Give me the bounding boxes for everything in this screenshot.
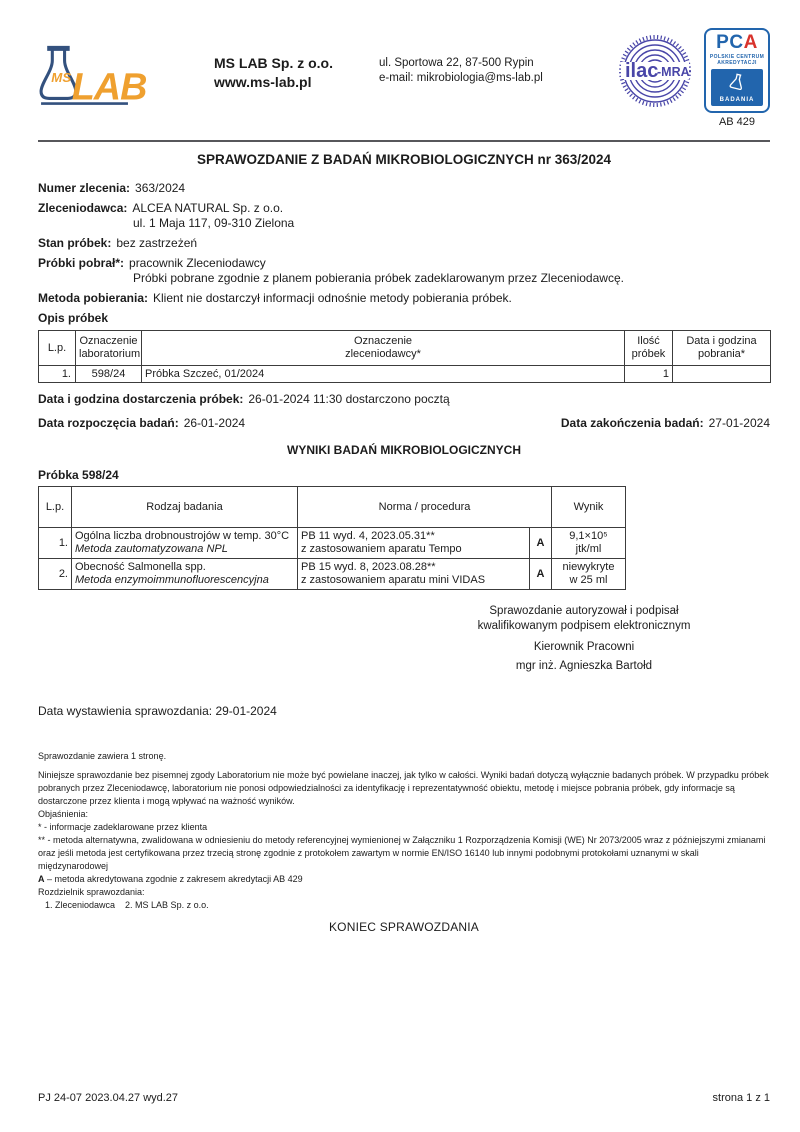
field-order-number bbox=[38, 181, 770, 196]
pca-badge bbox=[711, 69, 763, 106]
col-lab-code: Oznaczenie laboratorium bbox=[76, 331, 142, 366]
col-sampling-datetime: Data i godzina pobrania* bbox=[673, 331, 771, 366]
ilac-mra-logo bbox=[618, 34, 692, 108]
pca-logo bbox=[704, 28, 770, 128]
distribution-label: Rozdzielnik sprawozdania: bbox=[38, 887, 145, 897]
client-address: ul. 1 Maja 117, 09-310 Zielona bbox=[133, 216, 295, 230]
pca-accreditation-number: AB 429 bbox=[718, 116, 756, 128]
pages-note: Sprawozdanie zawiera 1 stronę. bbox=[38, 751, 167, 761]
cell-sampling-datetime bbox=[673, 366, 771, 383]
company-name: MS LAB Sp. z o.o. bbox=[214, 55, 333, 71]
cell-lp: 1. bbox=[39, 366, 76, 383]
field-value: bez zastrzeżeń bbox=[116, 236, 198, 250]
field-sampling-method bbox=[38, 291, 770, 306]
report-title: SPRAWOZDANIE Z BADAŃ MIKROBIOLOGICZNYCH nr 363/2024 bbox=[196, 152, 612, 167]
field-value: Klient nie dostarczył informacji odnośnie metody pobierania próbek. bbox=[153, 291, 512, 305]
results-heading: WYNIKI BADAŃ MIKROBIOLOGICZNYCH bbox=[287, 443, 521, 457]
explanations-label: Objaśnienia: bbox=[38, 809, 89, 819]
email-line: e-mail: mikrobiologia@ms-lab.pl bbox=[379, 72, 543, 84]
results-table bbox=[38, 486, 626, 590]
test-dates-line bbox=[38, 416, 770, 431]
note-star: * - informacje zadeklarowane przez klienta bbox=[38, 822, 208, 832]
disclaimer-note: Niniejsze sprawozdanie bez pisemnej zgody Laboratorium nie może być powielane inaczej, jak tylko w całości. Wyniki badań dotyczą wyłącznie badanych próbek. W przypadku próbek pobranych przez Zleceniodawcę, laboratorium nie ponosi odpowiedzialności za identyfikację i reprezentatywność obiektu, metodę i miejsce pobrania próbek, gdy informacje są dostarczone przez klienta i mogą wpływać na ważność wyników. bbox=[38, 770, 769, 806]
start-date: Data rozpoczęcia badań: 26-01-2024 bbox=[38, 416, 246, 430]
cell-accreditation-flag: A bbox=[530, 528, 552, 559]
cell-lp: 1. bbox=[39, 528, 72, 559]
field-label: Próbki pobrał*: bbox=[38, 256, 125, 270]
address-line: ul. Sportowa 22, 87-500 Rypin bbox=[379, 57, 534, 69]
samples-table-row bbox=[39, 366, 771, 383]
signature-role: Kierownik Pracowni bbox=[533, 641, 635, 653]
issue-date-line bbox=[38, 704, 770, 718]
field-label: Stan próbek: bbox=[38, 236, 112, 250]
logo-ms-text: MS bbox=[51, 70, 72, 86]
header bbox=[38, 28, 770, 128]
col-lp: L.p. bbox=[39, 331, 76, 366]
cell-norm: PB 11 wyd. 4, 2023.05.31** z zastosowaniem aparatu Tempo bbox=[298, 528, 530, 559]
ilac-text: ilac bbox=[625, 60, 659, 82]
field-label: Data i godzina dostarczenia próbek: bbox=[38, 392, 244, 406]
cell-result: niewykryte w 25 ml bbox=[552, 559, 626, 590]
signature-line1: Sprawozdanie autoryzował i podpisał bbox=[489, 605, 679, 617]
company-website: www.ms-lab.pl bbox=[214, 74, 312, 90]
address-block bbox=[379, 56, 543, 86]
field-label: Numer zlecenia: bbox=[38, 181, 131, 195]
field-label: Metoda pobierania: bbox=[38, 291, 149, 305]
field-client bbox=[38, 201, 770, 231]
cell-test-type: Ogólna liczba drobnoustrojów w temp. 30°C Metoda zautomatyzowana NPL bbox=[72, 528, 298, 559]
cell-lp: 2. bbox=[39, 559, 72, 590]
samples-table bbox=[38, 330, 771, 383]
field-value: 26-01-2024 11:30 dostarczono pocztą bbox=[248, 392, 450, 406]
cell-test-type: Obecność Salmonella spp. Metoda enzymoimmunofluorescencyjna bbox=[72, 559, 298, 590]
cell-client-code: Próbka Szczeć, 01/2024 bbox=[142, 366, 625, 383]
col-client-code: Oznaczenie zleceniodawcy* bbox=[142, 331, 625, 366]
col-lp: L.p. bbox=[39, 487, 72, 528]
issue-date-label: Data wystawienia sprawozdania: bbox=[38, 704, 213, 718]
pca-title: PCA bbox=[716, 32, 758, 53]
company-block bbox=[214, 54, 333, 92]
field-value: ALCEA NATURAL Sp. z o.o. bbox=[132, 201, 284, 215]
samples-description-heading: Opis próbek bbox=[38, 311, 109, 325]
logo-lab-text: LAB bbox=[71, 66, 147, 109]
col-result: Wynik bbox=[552, 487, 626, 528]
page-footer bbox=[38, 1092, 770, 1104]
distribution-value: 1. Zleceniodawca 2. MS LAB Sp. z o.o. bbox=[45, 900, 209, 910]
field-value: pracownik Zleceniodawcy bbox=[129, 256, 266, 270]
footer-document-code: PJ 24-07 2023.04.27 wyd.27 bbox=[38, 1092, 179, 1104]
cell-norm: PB 15 wyd. 8, 2023.08.28** z zastosowaniem aparatu mini VIDAS bbox=[298, 559, 530, 590]
cell-lab-code: 598/24 bbox=[76, 366, 142, 383]
field-collector bbox=[38, 256, 770, 286]
pca-flask-icon bbox=[727, 72, 747, 92]
flask-logo-icon bbox=[38, 44, 176, 110]
report-fields bbox=[38, 181, 770, 326]
signature-block bbox=[398, 604, 770, 674]
note-double-star: ** - metoda alternatywna, zwalidowana w odniesieniu do metody referencyjnej wymienionej w Załączniku 1 Rozporządzenia Komisji (WE) Nr 2073/2005 wraz z późniejszymi zmianami oraz jeśli metoda jest certyfikowana przez trzecią stronę zgodnie z protokołem zawartym w normie EN/ISO 16140 lub innymi podobnymi protokołami uznanymi w skali międzynarodowej bbox=[38, 835, 766, 871]
ms-lab-logo bbox=[38, 44, 178, 115]
field-sample-state bbox=[38, 236, 770, 251]
col-count: Ilość próbek bbox=[625, 331, 673, 366]
results-table-row bbox=[39, 528, 626, 559]
header-divider bbox=[38, 140, 770, 142]
pca-subtitle: POLSKIE CENTRUM AKREDYTACJI bbox=[709, 54, 765, 66]
mra-text: -MRA bbox=[657, 65, 690, 79]
note-accreditation: A – metoda akredytowana zgodnie z zakresem akredytacji AB 429 bbox=[38, 874, 303, 884]
field-label: Zleceniodawca: bbox=[38, 201, 128, 215]
collector-note: Próbki pobrane zgodnie z planem pobierania próbek zadeklarowanym przez Zleceniodawcę. bbox=[133, 271, 624, 285]
end-date: Data zakończenia badań: 27-01-2024 bbox=[560, 416, 770, 430]
footer-page-number: strona 1 z 1 bbox=[712, 1092, 770, 1104]
results-table-row bbox=[39, 559, 626, 590]
results-table-header bbox=[39, 487, 626, 528]
field-value: 363/2024 bbox=[135, 181, 186, 195]
sample-heading: Próbka 598/24 bbox=[38, 468, 119, 482]
cell-result: 9,1×10⁵ jtk/ml bbox=[552, 528, 626, 559]
issue-date-value: 29-01-2024 bbox=[215, 704, 277, 718]
signature-name: mgr inż. Agnieszka Bartołd bbox=[515, 660, 653, 672]
footnotes bbox=[38, 750, 770, 934]
signature-line2: kwalifikowanym podpisem elektronicznym bbox=[477, 620, 691, 632]
cell-count: 1 bbox=[625, 366, 673, 383]
pca-box bbox=[704, 28, 770, 113]
end-of-report: KONIEC SPRAWOZDANIA bbox=[328, 920, 480, 934]
cell-accreditation-flag: A bbox=[530, 559, 552, 590]
delivery-line bbox=[38, 392, 770, 407]
col-test-type: Rodzaj badania bbox=[72, 487, 298, 528]
col-norm: Norma / procedura bbox=[298, 487, 552, 528]
samples-table-header bbox=[39, 331, 771, 366]
pca-badge-label: BADANIA bbox=[719, 97, 755, 103]
